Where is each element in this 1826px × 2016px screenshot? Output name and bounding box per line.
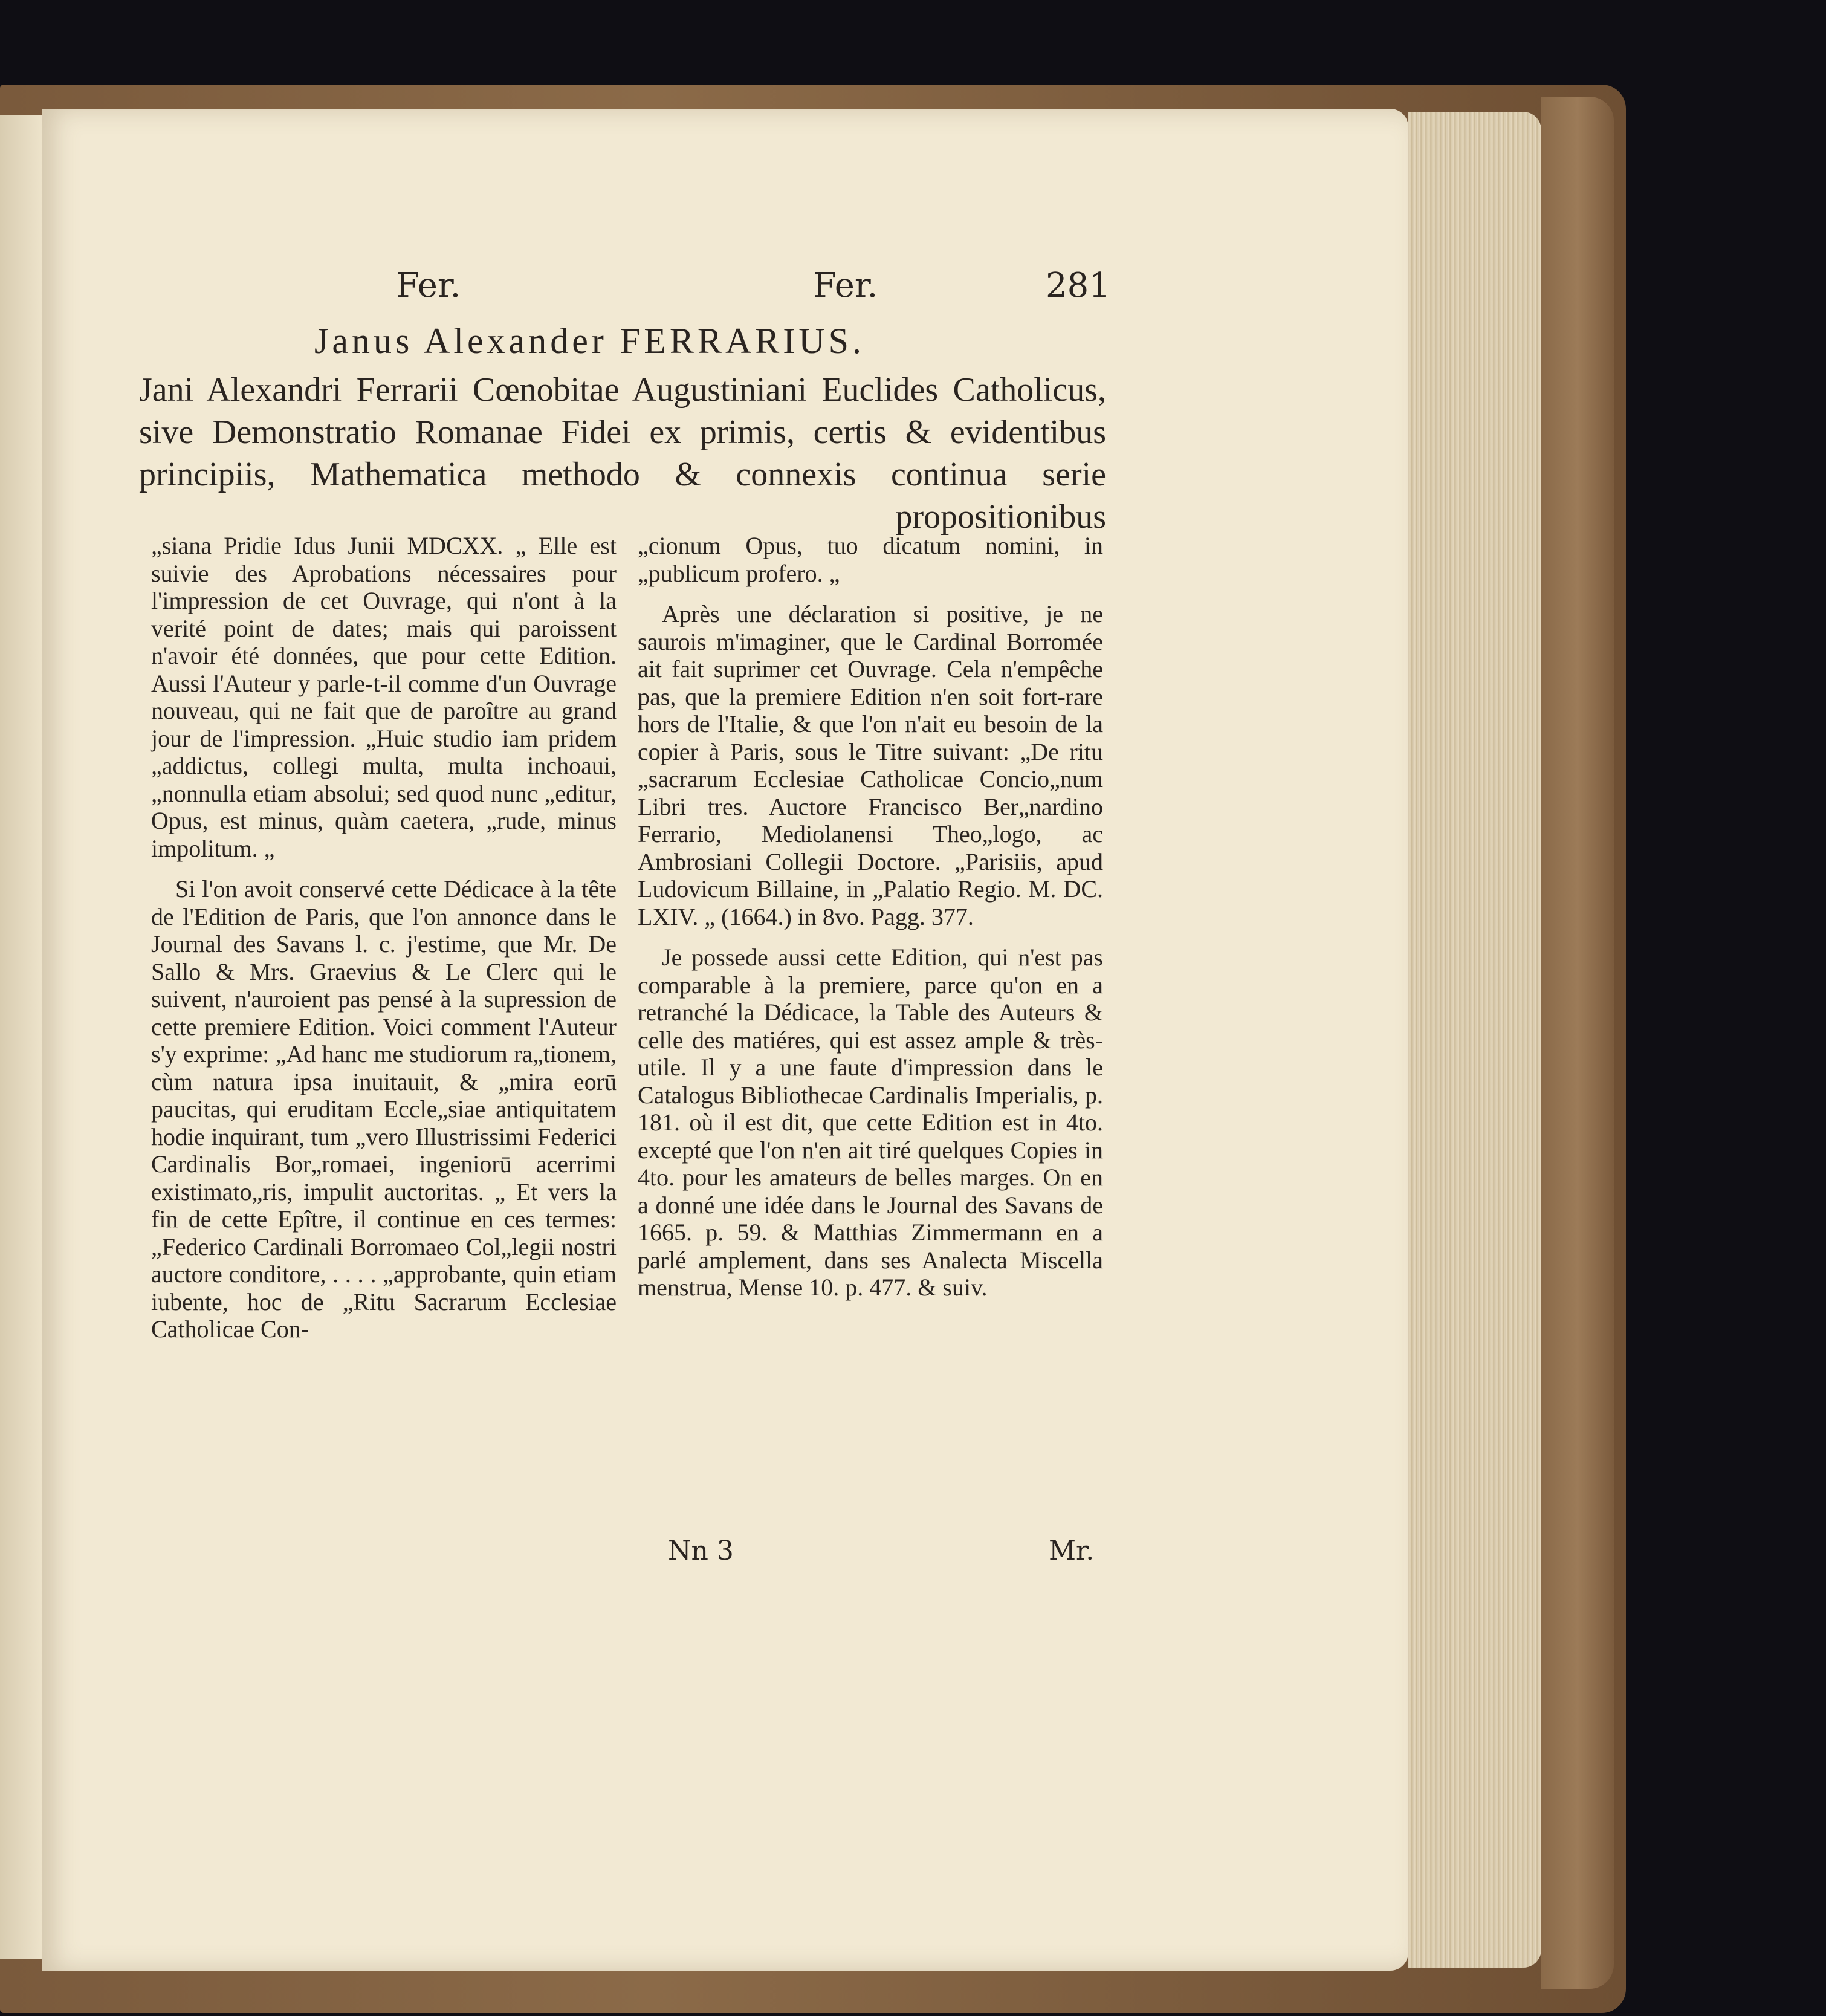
paragraph: Je possede aussi cette Edition, qui n'est pas comparable à la premiere, parce qu'on en a retranché la Dédicace, la Table des Auteurs & celle des matiéres, qui est assez ample & très-utile. Il y a une faute d'impression dans le Catalogus Bibliothecae Cardinalis Imperialis, p. 181. où il est dit, que cette Edition est in 4to. excepté que l'on n'en ait tiré quelques Copies in 4to. pour les amateurs de belles marges. On en a donné une idée dans le Journal des Savans de 1665. p. 59. & Matthias Zimmermann en a parlé amplement, dans ses Analecta Miscella menstrua, Mense 10. p. 477. & suiv. (638, 944, 1103, 1301)
paragraph: „siana Pridie Idus Junii MDCXX. „ Elle est suivie des Aprobations nécessaires pour l'impression de cet Ouvrage, qui n'ont à la verité point de dates; mais qui paroissent n'avoir été données, que pour cette Edition. Aussi l'Auteur y parle-t-il comme d'un Ouvrage nouveau, qui ne fait que de paroître au grand jour de l'impression. „Huic studio iam pridem „addictus, collegi multa, multa inchoaui, „nonnulla etiam absolui; sed quod nunc „editur, Opus, est minus, quàm caetera, „rude, minus impolitum. „ (151, 532, 617, 862)
facing-page-edge (0, 115, 44, 1959)
running-head-left: Fer. (396, 266, 461, 305)
page-number: 281 (1046, 266, 1110, 305)
running-head-center: Fer. (813, 266, 878, 305)
catchword: Mr. (1049, 1535, 1095, 1566)
paragraph: „cionum Opus, tuo dicatum nomini, in „publicum profero. „ (638, 532, 1103, 587)
intro-paragraph (139, 369, 1106, 538)
entry-title: Janus Alexander FERRARIUS. (314, 321, 865, 361)
page-block-edges (1408, 112, 1541, 1968)
intro-text: Jani Alexandri Ferrarii Cœnobitae Augustiniani Euclides Catholicus, sive Demonstratio Romanae Fidei ex primis, certis & evidentibus principiis, Mathematica methodo & connexis continua serie propositionibus (139, 371, 1106, 536)
column-left (151, 532, 617, 1356)
paragraph: Après une déclaration si positive, je ne saurois m'imaginer, que le Cardinal Borromée ait fait suprimer cet Ouvrage. Cela n'empêche pas, que la premiere Edition n'en soit fort-rare hors de l'Italie, & que l'on n'ait eu besoin de la copier à Paris, sous le Titre suivant: „De ritu „sacrarum Ecclesiae Catholicae Concio„num Libri tres. Auctore Francisco Ber„nardino Ferrario, Mediolanensi Theo„logo, ac Ambrosiani Collegii Doctore. „Parisiis, apud Ludovicum Billaine, in „Palatio Regio. M. DC. LXIV. „ (1664.) in 8vo. Pagg. 377. (638, 600, 1103, 930)
paragraph: Si l'on avoit conservé cette Dédicace à la tête de l'Edition de Paris, que l'on annonce dans le Journal des Savans l. c. j'estime, que Mr. De Sallo & Mrs. Graevius & Le Clerc qui le suivent, n'auroient pas pensé à la supression de cette premiere Edition. Voici comment l'Auteur s'y exprime: „Ad hanc me studiorum ra„tionem, cùm natura ipsa inuitauit, & „mira eorū paucitas, qui eruditam Eccle„siae antiquitatem hodie inquirant, tum „vero Illustrissimi Federici Cardinalis Bor„romaei, ingeniorū acerrimi existimato„ris, impulit auctoritas. „ Et vers la fin de cette Epître, il continue en ces termes: „Federico Cardinali Borromaeo Col„legii nostri auctore conditore, . . . . „approbante, quin etiam iubente, hoc de „Ritu Sacrarum Ecclesiae Catholicae Con- (151, 875, 617, 1343)
column-right (638, 532, 1103, 1315)
cover-edge (1541, 97, 1614, 1989)
signature-mark: Nn 3 (668, 1535, 734, 1566)
